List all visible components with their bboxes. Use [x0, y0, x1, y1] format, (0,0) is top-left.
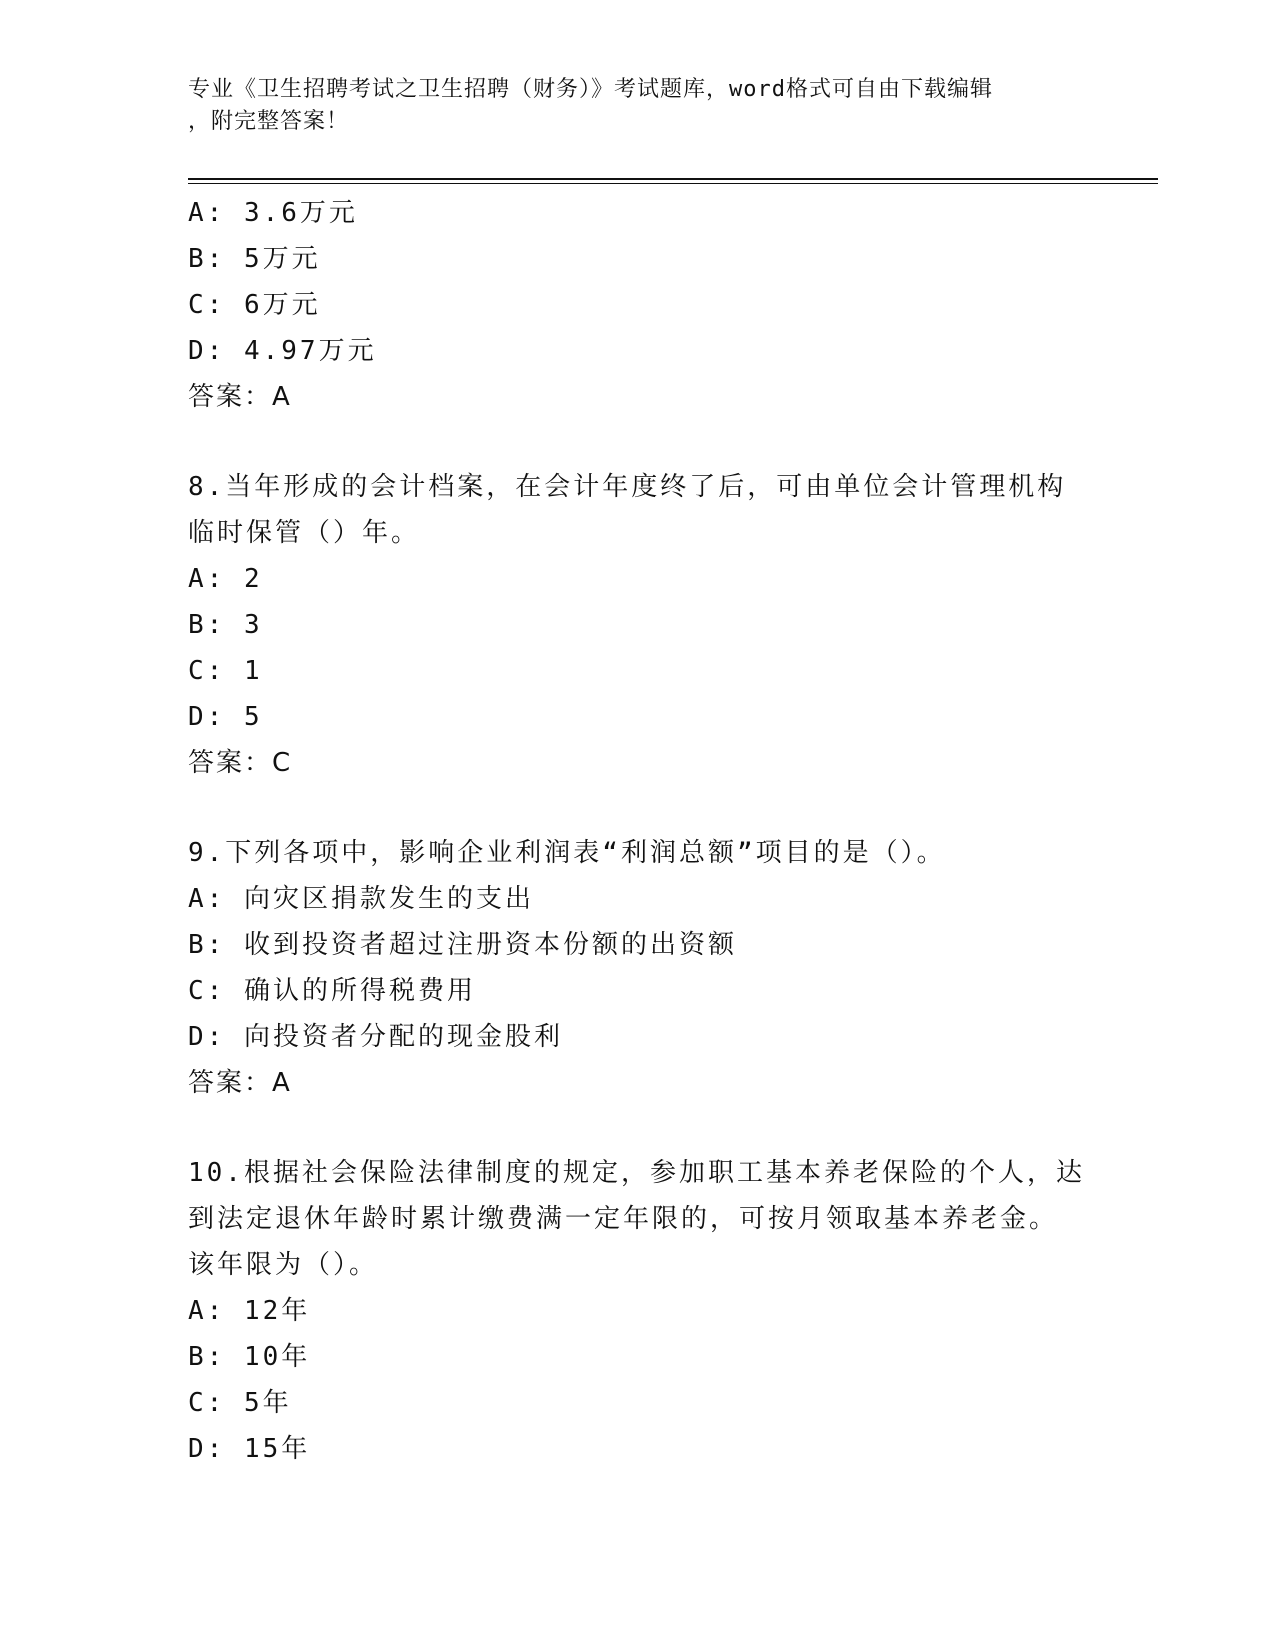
question-text-line: 到法定退休年龄时累计缴费满一定年限的，可按月领取基本养老金。 — [188, 1204, 1059, 1234]
option-a: A: 3.6万元 — [188, 198, 358, 228]
question-9-block — [188, 830, 1088, 1106]
option-d: D: 5 — [188, 702, 263, 732]
option-c: C: 确认的所得税费用 — [188, 976, 476, 1006]
question-10-block — [188, 1150, 1088, 1472]
option-c: C: 1 — [188, 656, 263, 686]
question-8-block — [188, 464, 1088, 786]
option-b: B: 收到投资者超过注册资本份额的出资额 — [188, 930, 737, 960]
option-b: B: 3 — [188, 610, 263, 640]
option-b: B: 10年 — [188, 1342, 311, 1372]
option-a: A: 向灾区捐款发生的支出 — [188, 884, 534, 914]
question-7-block — [188, 190, 1088, 420]
option-a: A: 12年 — [188, 1296, 311, 1326]
option-b: B: 5万元 — [188, 244, 321, 274]
question-list — [188, 190, 1088, 1472]
option-d: D: 15年 — [188, 1434, 311, 1464]
header-title-line-1: 专业《卫生招聘考试之卫生招聘（财务）》考试题库，word格式可自由下载编辑 — [188, 77, 993, 102]
header-divider-thick — [188, 178, 1158, 180]
question-text-line: 10.根据社会保险法律制度的规定，参加职工基本养老保险的个人，达 — [188, 1158, 1085, 1188]
question-text-line: 8.当年形成的会计档案，在会计年度终了后，可由单位会计管理机构 — [188, 472, 1067, 502]
option-c: C: 6万元 — [188, 290, 321, 320]
answer-line: 答案：A — [188, 1068, 292, 1098]
question-text-line: 9.下列各项中，影响企业利润表“利润总额”项目的是（）。 — [188, 838, 946, 868]
answer-line: 答案：C — [188, 748, 293, 778]
question-text-line: 该年限为（）。 — [188, 1250, 379, 1280]
option-d: D: 向投资者分配的现金股利 — [188, 1022, 563, 1052]
header-divider-thin — [188, 183, 1158, 184]
header-title-line-2: ，附完整答案！ — [188, 109, 350, 134]
option-d: D: 4.97万元 — [188, 336, 377, 366]
option-c: C: 5年 — [188, 1388, 292, 1418]
question-text-line: 临时保管（）年。 — [188, 518, 421, 548]
option-a: A: 2 — [188, 564, 263, 594]
document-header — [188, 74, 1088, 138]
answer-line: 答案：A — [188, 382, 292, 412]
